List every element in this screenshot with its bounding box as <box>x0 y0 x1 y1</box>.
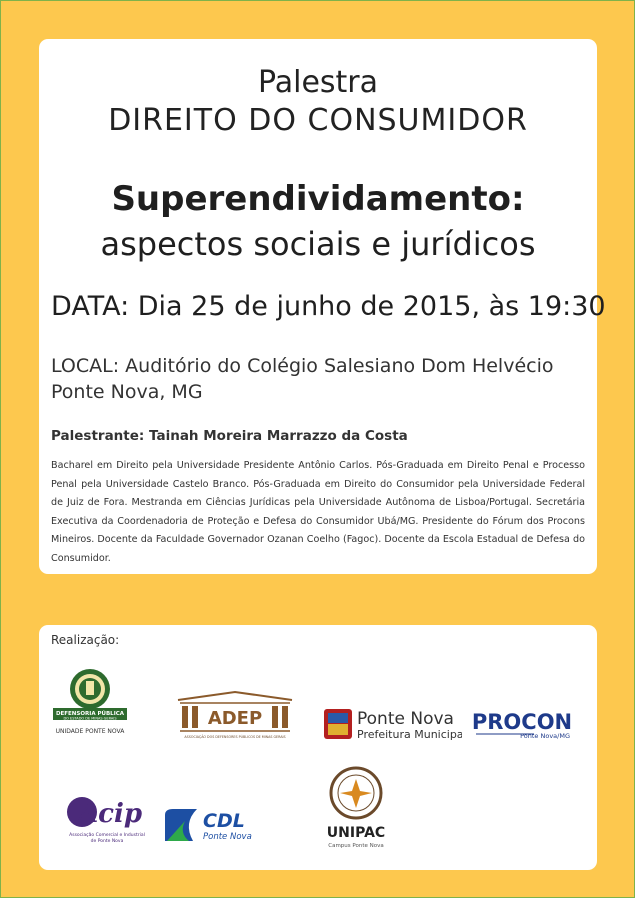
cdl-wordmark-icon <box>163 805 259 845</box>
adep-caption-text: ASSOCIAÇÃO DOS DEFENSORES PÚBLICOS DE MINAS GERAIS <box>184 735 286 739</box>
unipac-logo <box>319 765 393 865</box>
procon-logo <box>472 707 572 743</box>
subject-heading: DIREITO DO CONSUMIDOR <box>108 103 528 138</box>
speaker-name: Palestrante: Tainah Moreira Marrazzo da Costa <box>51 428 408 444</box>
acip-wordmark-icon <box>64 790 150 852</box>
acip-logo <box>64 790 150 852</box>
cdl-logo <box>163 805 259 845</box>
event-info-card <box>39 39 606 574</box>
procon-caption-text: Ponte Nova/MG <box>520 732 570 740</box>
topic-title: Superendividamento: <box>111 179 525 219</box>
unipac-seal-icon <box>319 765 393 865</box>
cdl-name-text: CDL <box>203 810 245 832</box>
sponsors-label: Realização: <box>51 633 120 647</box>
sponsors-card <box>39 625 597 870</box>
procon-name-text: PROCON <box>472 710 572 734</box>
location-line-2: Ponte Nova, MG <box>51 381 203 403</box>
acip-caption1-text: Associação Comercial e Industrial <box>69 833 145 838</box>
adep-name-text: ADEP <box>207 708 263 729</box>
acip-caption2-text: de Ponte Nova <box>90 839 124 844</box>
defensoria-unit-text: UNIDADE PONTE NOVA <box>55 728 125 735</box>
event-date: DATA: Dia 25 de junho de 2015, às 19:30 <box>51 291 606 322</box>
unipac-caption-text: Campus Ponte Nova <box>328 843 384 849</box>
adep-logo <box>174 690 296 744</box>
cdl-caption-text: Ponte Nova <box>203 832 252 842</box>
speaker-bio: Bacharel em Direito pela Universidade Presidente Antônio Carlos. Pós-Graduada em Direito Penal e Processo Penal pela Universidade Castelo Branco. Pós-Graduada em Direito do Consumidor pela Universidade Federal de Juiz de Fora. Mestranda em Ciências Jurídicas pela Universidade Autônoma de Lisboa/Portugal. Secretária Executiva da Coordenadoria de Proteção e Defesa do Consumidor Ubá/MG. Presidente do Fórum dos Procons Mineiros. Docente da Faculdade Governador Ozanan Coelho (Fagoc). Docente da Escola Estadual de Defesa do Consumidor. <box>51 460 585 564</box>
pontenova-logo <box>322 703 462 743</box>
defensoria-logo <box>51 665 129 743</box>
palestra-heading: Palestra <box>257 65 379 100</box>
adep-building-icon <box>174 690 296 744</box>
location-line-1: LOCAL: Auditório do Colégio Salesiano Dom Helvécio <box>51 355 554 377</box>
defensoria-seal-icon <box>51 665 129 743</box>
acip-name-text: Acip <box>77 799 143 829</box>
procon-wordmark-icon <box>472 707 572 743</box>
topic-subtitle: aspectos sociais e jurídicos <box>100 225 536 263</box>
defensoria-band-text: DEFENSORIA PÚBLICA <box>55 711 125 717</box>
unipac-name-text: UNIPAC <box>326 825 386 841</box>
pontenova-crest-icon <box>322 703 462 743</box>
event-location <box>51 353 591 405</box>
defensoria-band2-text: DO ESTADO DE MINAS GERAIS <box>63 716 117 721</box>
pontenova-caption-text: Prefeitura Municipal <box>357 728 462 741</box>
pontenova-name-text: Ponte Nova <box>357 709 454 729</box>
